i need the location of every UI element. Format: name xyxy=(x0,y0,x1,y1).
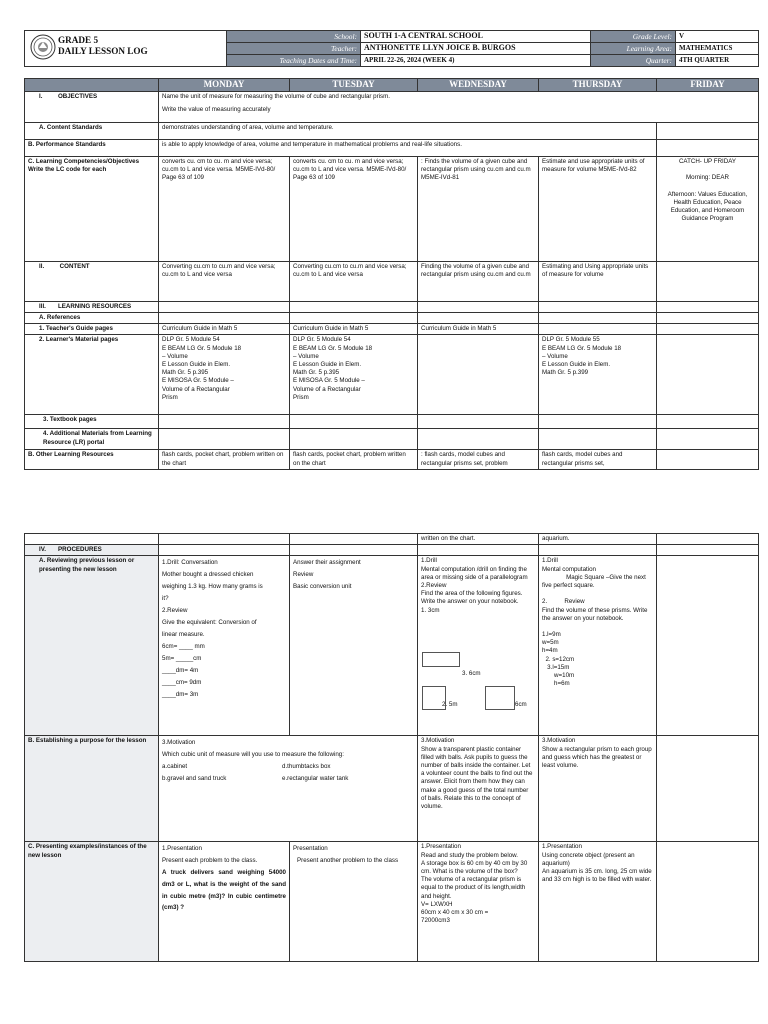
day-tuesday: TUESDAY xyxy=(290,79,418,92)
dates-value: APRIL 22-26, 2024 (WEEK 4) xyxy=(361,55,591,67)
reviewing-mon xyxy=(159,556,290,736)
content-thu: Estimating and Using appropriate units of measure for volume xyxy=(539,261,657,301)
competencies-label: C. Learning Competencies/Objectives Write the LC code for each xyxy=(25,156,159,261)
a-mon-line: 2.Review xyxy=(162,607,188,615)
day-header-row xyxy=(25,79,759,92)
cont-thu: aquarium. xyxy=(539,534,657,545)
a-mon-line: 1.Drill: Conversation xyxy=(162,559,218,567)
figure-label-6: 6cm xyxy=(515,701,527,709)
c-mon-line2: Present each problem to the class. xyxy=(162,857,258,865)
establishing-purpose-thu: 3.Motivation Show a rectangular prism to each group and guess which has the greatest or least volume. xyxy=(539,736,657,842)
figure-label-2: 2. 5m xyxy=(442,701,458,709)
performance-standards-label: B. Performance Standards xyxy=(25,139,159,156)
c-tue-line1: Presentation xyxy=(293,845,328,853)
textbook-pages-label: 3. Textbook pages xyxy=(25,415,159,429)
competencies-thu: Estimate and use appropriate units of measure for volume M5ME-IVd-82 xyxy=(539,156,657,261)
b-mon-line2: Which cubic unit of measure will you use to measure the following: xyxy=(162,751,344,759)
a-tue-line: Basic conversion unit xyxy=(293,582,352,590)
competencies-tue: converts cu. cm to cu. m and vice versa; cu.cm to L and vice versa. M5ME-IVd-80/ Page 63 of 109 xyxy=(290,156,418,261)
figure-label-3: 3. 6cm xyxy=(462,670,481,678)
objectives-line2: Write the value of measuring accurately xyxy=(162,106,271,114)
lm-thu: DLP Gr. 5 Module 55 E BEAM LG Gr. 5 Module 18 – Volume E Lesson Guide in Elem. Math Gr. 5 p.399 xyxy=(539,335,657,415)
header-title-line1: GRADE 5 xyxy=(58,35,99,45)
objectives-text xyxy=(159,91,759,122)
tg-wed: Curriculum Guide in Math 5 xyxy=(418,324,539,335)
catchup-friday-text: CATCH- UP FRIDAY xyxy=(678,157,737,165)
objectives-label xyxy=(25,91,159,122)
presenting-mon xyxy=(159,842,290,962)
reviewing-label: A. Reviewing previous lesson or presenting the new lesson xyxy=(25,556,159,736)
area-value: MATHEMATICS xyxy=(676,43,759,55)
area-label: Learning Area: xyxy=(591,43,676,55)
procedures-num: IV. xyxy=(39,546,46,554)
content-standards-text: demonstrates understanding of area, volume and temperature. xyxy=(159,122,657,139)
header-title-cell xyxy=(25,31,227,67)
content-mon: Converting cu.cm to cu.m and vice versa; cu.cm to L and vice versa xyxy=(159,261,290,301)
figure-square xyxy=(422,652,460,667)
content-tue: Converting cu.cm to cu.m and vice versa; cu.cm to L and vice versa xyxy=(290,261,418,301)
a-mon-line: ____dm= 3m xyxy=(162,691,199,699)
a-mon-line: ____dm= 4m xyxy=(162,667,199,675)
establishing-purpose-label: B. Establishing a purpose for the lesson xyxy=(25,736,159,842)
teacher-value: ANTHONETTE LLYN JOICE B. BURGOS xyxy=(361,43,591,55)
procedures-label xyxy=(25,545,159,556)
content-num: II. xyxy=(39,262,45,270)
a-mon-line: linear measure. xyxy=(162,631,205,639)
objectives-title: OBJECTIVES xyxy=(57,92,98,100)
a-wed-text: 1.Drill Mental computation /drill on finding the area or missing side of a parallelogram 2.Review Find the area of the following figures. Write the answer on your notebook. 1. 3cm xyxy=(421,557,528,614)
b-mon-item-a: a.cabinet xyxy=(162,762,188,770)
a-mon-line: Give the equivalent: Conversion of xyxy=(162,619,257,627)
resources-label xyxy=(25,301,159,312)
c-tue-line2: Present another problem to the class xyxy=(297,857,399,865)
teacher-label: Teacher: xyxy=(227,43,361,55)
resources-title: LEARNING RESOURCES xyxy=(57,302,132,310)
b-mon-line1: 3.Motivation xyxy=(162,739,196,747)
b-mon-item-b: b.gravel and sand truck xyxy=(162,774,227,782)
a-mon-line: 6cm= ____ mm xyxy=(162,643,205,651)
content-title: CONTENT xyxy=(59,262,90,270)
lm-mon: DLP Gr. 5 Module 54 E BEAM LG Gr. 5 Module 18 – Volume E Lesson Guide in Elem. Math Gr. 5 p.395 E MISOSA Gr. 5 Module – Volume of a Rectangular Prism xyxy=(159,335,290,415)
content-standards-label: A. Content Standards xyxy=(25,122,159,139)
b-mon-item-e: e.rectangular water tank xyxy=(282,774,349,782)
teachers-guide-label: 1. Teacher's Guide pages xyxy=(25,324,159,335)
b-mon-item-d: d.thumbtacks box xyxy=(282,762,331,770)
competencies-mon: converts cu. cm to cu. m and vice versa; cu.cm to L and vice versa. M5ME-IVd-80/ Page 63 of 109 xyxy=(159,156,290,261)
presenting-examples-label: C. Presenting examples/instances of the new lesson xyxy=(25,842,159,962)
presenting-thu: 1.Presentation Using concrete object (present an aquarium) An aquarium is 35 cm. long, 25 cm wide and 33 cm high is to be filled with water. xyxy=(539,842,657,962)
day-thursday: THURSDAY xyxy=(539,79,657,92)
olr-thu: flash cards, model cubes and rectangular prisms set, xyxy=(539,450,657,470)
day-monday: MONDAY xyxy=(159,79,290,92)
other-resources-label: B. Other Learning Resources xyxy=(25,450,159,470)
tg-mon: Curriculum Guide in Math 5 xyxy=(159,324,290,335)
lesson-log-table-page2 xyxy=(24,533,759,962)
school-value: SOUTH 1-A CENTRAL SCHOOL xyxy=(361,31,591,43)
content-label xyxy=(25,261,159,301)
c-mon-line1: 1.Presentation xyxy=(162,845,202,853)
deped-seal-icon xyxy=(30,34,56,60)
a-mon-line: Mother bought a dressed chicken xyxy=(162,571,254,579)
establishing-purpose-wed: 3.Motivation Show a transparent plastic container filled with balls. Ask pupils to guess the number of balls inside the container. Let a volunteer count the balls to find out the answer. Elicit from them how they can make a good guess of the total number of balls. Relate this to the concept of volume. xyxy=(418,736,539,842)
content-wed: Finding the volume of a given cube and rectangular prism using cu.cm and cu.m xyxy=(418,261,539,301)
olr-tue: flash cards, pocket chart, problem written on the chart xyxy=(290,450,418,470)
morning-dear-text: Morning: DEAR xyxy=(686,174,729,182)
school-label: School: xyxy=(227,31,361,43)
a-mon-line: it? xyxy=(162,595,169,603)
quarter-value: 4TH QUARTER xyxy=(676,55,759,67)
c-mon-problem: A truck delivers sand weighing 54000 dm3 or L, what is the weight of the sand in cubic metre (m3)? In cubic centimetre (cm3) ? xyxy=(162,868,286,912)
presenting-wed: 1.Presentation Read and study the problem below. A storage box is 60 cm by 40 cm by 30 cm. What is the volume of the box? The volume of a rectangular prism is equal to the product of its length,width and height. V= LXWXH 60cm x 40 cm x 30 cm = 72000cm3 xyxy=(418,842,539,962)
objectives-num: I. xyxy=(39,92,43,100)
afternoon-text: Afternoon: Values Education, Health Education, Peace Education, and Homeroom Guidance Program xyxy=(667,190,748,223)
lm-tue: DLP Gr. 5 Module 54 E BEAM LG Gr. 5 Module 18 – Volume E Lesson Guide in Elem. Math Gr. 5 p.395 E MISOSA Gr. 5 Module – Volume of a Rectangular Prism xyxy=(290,335,418,415)
quarter-label: Quarter: xyxy=(591,55,676,67)
establishing-purpose-mon xyxy=(159,736,418,842)
olr-wed: : flash cards, model cubes and rectangular prisms set, problem xyxy=(418,450,539,470)
objectives-line1: Name the unit of measure for measuring the volume of cube and rectangular prism. xyxy=(162,92,391,100)
procedures-title: PROCEDURES xyxy=(58,546,102,554)
a-mon-line: weighing 1.3 kg. How many grams is xyxy=(162,583,263,591)
day-wednesday: WEDNESDAY xyxy=(418,79,539,92)
competencies-wed: : Finds the volume of a given cube and rectangular prism using cu.cm and cu.m M5ME-IVd-81 xyxy=(418,156,539,261)
day-friday: FRIDAY xyxy=(657,79,759,92)
grade-label: Grade Level: xyxy=(591,31,676,43)
reviewing-thu: 1.Drill Mental computation Magic Square –Give the next five perfect square. 2. Review Find the volume of these prisms. Write the answer on your notebook. 1.l=9m w=5m h=4m 2. s=12cm 3.l=15m w=10m h=6m xyxy=(539,556,657,736)
lesson-log-table-page1 xyxy=(24,78,759,470)
competencies-fri xyxy=(657,156,759,261)
grade-value: V xyxy=(676,31,759,43)
a-tue-line: Review xyxy=(293,571,314,579)
olr-mon: flash cards, pocket chart, problem written on the chart xyxy=(159,450,290,470)
a-tue-line: Answer their assignment xyxy=(293,559,361,567)
references-label: A. References xyxy=(25,313,159,324)
a-mon-line: 5m= _____cm xyxy=(162,655,202,663)
performance-standards-text: is able to apply knowledge of area, volume and temperature in mathematical problems and real-life situations. xyxy=(159,139,657,156)
tg-tue: Curriculum Guide in Math 5 xyxy=(290,324,418,335)
reviewing-wed xyxy=(418,556,539,736)
learners-material-label: 2. Learner's Material pages xyxy=(25,335,159,415)
presenting-tue xyxy=(290,842,418,962)
reviewing-tue xyxy=(290,556,418,736)
header-title-line2: DAILY LESSON LOG xyxy=(58,45,148,56)
a-mon-line: ____cm= 9dm xyxy=(162,679,202,687)
cont-wed: written on the chart. xyxy=(418,534,539,545)
figure-rect-large xyxy=(485,686,515,710)
dates-label: Teaching Dates and Time: xyxy=(227,55,361,67)
additional-materials-label: 4. Additional Materials from Learning Resource (LR) portal xyxy=(25,429,159,450)
header-table xyxy=(24,30,759,67)
resources-num: III. xyxy=(39,302,46,310)
